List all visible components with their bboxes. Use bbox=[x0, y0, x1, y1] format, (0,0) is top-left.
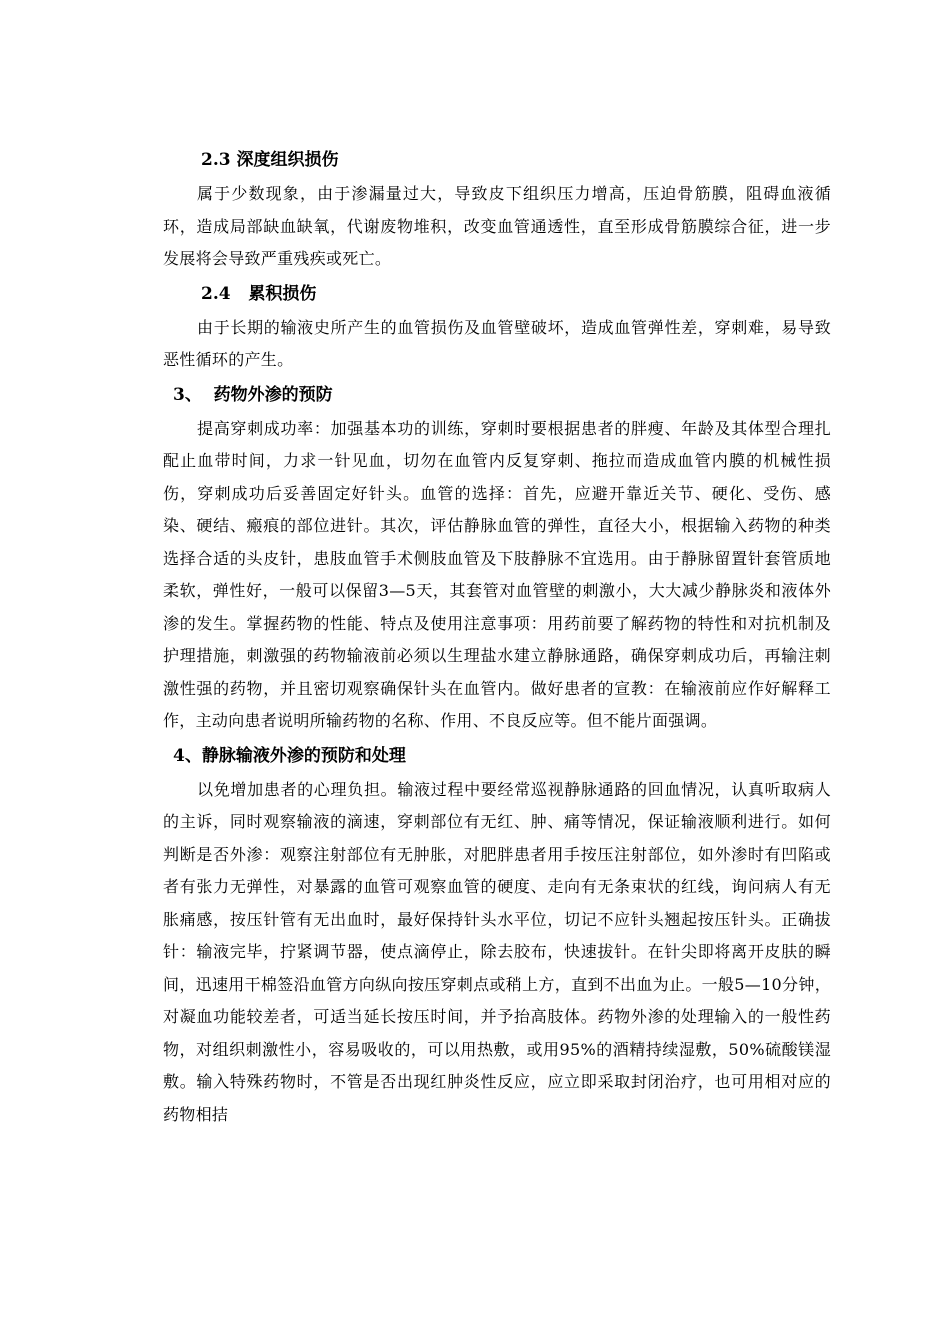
section-heading-infusion-extravasation-handling: 4、静脉输液外渗的预防和处理 bbox=[173, 745, 406, 766]
section-paragraph-infusion-extravasation-handling: 以免增加患者的心理负担。输液过程中要经常巡视静脉通路的回血情况，认真听取病人的主诉，同时观察输液的滴速，穿刺部位有无红、肿、痛等情况，保证输液顺利进行。如何判断是否外渗：观察注射部位有无肿胀，对肥胖患者用手按压注射部位，如外渗时有凹陷或者有张力无弹性，对暴露的血管可观察血管的硬度、走向有无条束状的红线，询问病人有无胀痛感，按压针管有无出血时，最好保持针头水平位，切记不应针头翘起按压针头。正确拔针：输液完毕，拧紧调节器，使点滴停止，除去胶布，快速拔针。在针尖即将离开皮肤的瞬间，迅速用干棉签沿血管方向纵向按压穿刺点或稍上方，直到不出血为止。一般5—10分钟，对凝血功能较差者，可适当延长按压时间，并予抬高肢体。药物外渗的处理输入的一般性药物，对组织刺激性小，容易吸收的，可以用热敷，或用95%的酒精持续湿敷，50%硫酸镁湿敷。输入特殊药物时，不管是否出现红肿炎性反应，应立即采取封闭治疗，也可用相对应的药物相拮 bbox=[163, 779, 831, 1124]
section-paragraph-deep-tissue-injury: 属于少数现象，由于渗漏量过大，导致皮下组织压力增高，压迫骨筋膜，阻碍血液循环，造成局部缺血缺氧，代谢废物堆积，改变血管通透性，直至形成骨筋膜综合征，进一步发展将会导致严重残疾或死亡。 bbox=[163, 184, 831, 268]
section-paragraph-extravasation-prevention: 提高穿刺成功率：加强基本功的训练，穿刺时要根据患者的胖瘦、年龄及其体型合理扎配止血带时间，力求一针见血，切勿在血管内反复穿刺、拖拉而造成血管内膜的机械性损伤，穿刺成功后妥善固定好针头。血管的选择：首先，应避开靠近关节、硬化、受伤、感染、硬结、瘢痕的部位进针。其次，评估静脉血管的弹性，直径大小，根据输入药物的种类选择合适的头皮针，患肢血管手术侧肢血管及下肢静脉不宜选用。由于静脉留置针套管质地柔软，弹性好，一般可以保留3—5天，其套管对血管壁的刺激小，大大减少静脉炎和液体外渗的发生。掌握药物的性能、特点及使用注意事项：用药前要了解药物的特性和对抗机制及护理措施，刺激强的药物输液前必须以生理盐水建立静脉通路，确保穿刺成功后，再输注刺激性强的药物，并且密切观察确保针头在血管内。做好患者的宣教：在输液前应作好解释工作，主动向患者说明所输药物的名称、作用、不良反应等。但不能片面强调。 bbox=[163, 418, 831, 730]
section-heading-extravasation-prevention: 3、 药物外渗的预防 bbox=[173, 384, 333, 405]
document-page bbox=[163, 142, 831, 1131]
section-heading-cumulative-injury: 2.4 累积损伤 bbox=[201, 283, 317, 304]
section-paragraph-cumulative-injury: 由于长期的输液史所产生的血管损伤及血管壁破坏，造成血管弹性差，穿刺难，易导致恶性循环的产生。 bbox=[163, 317, 831, 369]
section-heading-deep-tissue-injury: 2.3 深度组织损伤 bbox=[201, 150, 339, 170]
